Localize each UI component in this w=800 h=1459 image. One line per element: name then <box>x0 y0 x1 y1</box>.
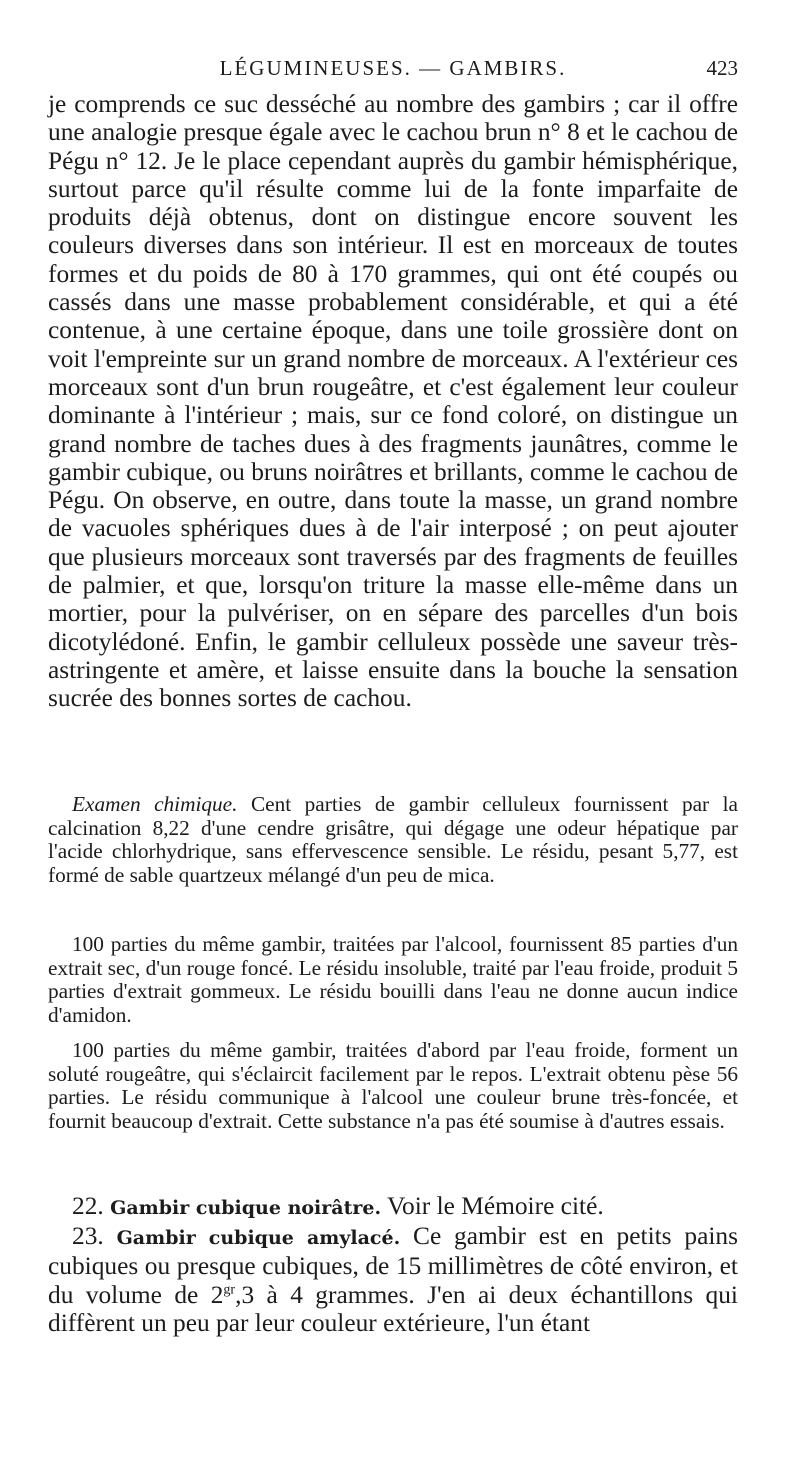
paragraph-examen-chimique <box>48 793 738 887</box>
item-23-text-after: ,3 à 4 grammes. J'en ai deux échantillons qui diffèrent un peu par leur couleur extérieure, l'un étant <box>48 1280 738 1337</box>
item-23-text-before: Ce gambir est en petits pains cubiques ou presque cubiques, de 15 millimètres de côté environ, et du volume de 2 <box>48 1222 738 1309</box>
paragraph-description: je comprends ce suc desséché au nombre des gambirs ; car il offre une analogie presque égale avec le cachou brun n° 8 et le cachou de Pégu n° 12. Je le place cependant auprès du gambir hémisphérique, surtout parce qu'il résulte comme lui de la fonte imparfaite de produits déjà obtenus, dont on distingue encore souvent les couleurs diverses dans son intérieur. Il est en morceaux de toutes formes et du poids de 80 à 170 grammes, qui ont été coupés ou cassés dans une masse probablement considérable, et qui a été contenue, à une certaine époque, dans une toile grossière dont on voit l'empreinte sur un grand nombre de morceaux. A l'extérieur ces morceaux sont d'un brun rougeâtre, et c'est également leur couleur dominante à l'intérieur ; mais, sur ce fond coloré, on distingue un grand nombre de taches dues à des fragments jaunâtres, comme le gambir cubique, ou bruns noirâtres et brillants, comme le cachou de Pégu. On observe, en outre, dans toute la masse, un grand nombre de vacuoles sphériques dues à de l'air interposé ; on peut ajouter que plusieurs morceaux sont traversés par des fragments de feuilles de palmier, et que, lorsqu'on triture la masse elle-même dans un mortier, pour la pulvériser, on en sépare des parcelles d'un bois dicotylédoné. Enfin, le gambir celluleux possède une saveur très-astringente et amère, et laisse ensuite dans la bouche la sensation sucrée des bonnes sortes de cachou. <box>48 90 738 713</box>
item-23-title: Gambir cubique amylacé. <box>116 1227 401 1249</box>
examen-label: Examen chimique. <box>72 792 238 816</box>
paragraph-eau-froide: 100 parties du même gambir, traitées d'abord par l'eau froide, forment un soluté rougeâtre, qui s'éclaircit facilement par le repos. L'extrait obtenu pèse 56 parties. Le résidu communique à l'alcool une couleur brune très-foncée, et fournit beaucoup d'extrait. Cette substance n'a pas été soumise à d'autres essais. <box>48 1038 738 1133</box>
paragraph-alcool: 100 parties du même gambir, traitées par l'alcool, fournissent 85 parties d'un extrait sec, d'un rouge foncé. Le résidu insoluble, traité par l'eau froide, produit 5 parties d'extrait gommeux. Le résidu bouilli dans l'eau ne donne aucun indice d'amidon. <box>48 932 738 1027</box>
item-23-unit-sup: gr <box>223 1282 236 1298</box>
running-header <box>48 56 738 86</box>
item-22-title: Gambir cubique noirâtre. <box>110 1197 382 1219</box>
item-22-number: 22. <box>72 1192 104 1220</box>
item-23-number: 23. <box>72 1222 104 1250</box>
page-number: 423 <box>706 56 738 80</box>
running-title: LÉGUMINEUSES. — GAMBIRS. <box>219 56 567 80</box>
item-23 <box>48 1222 738 1337</box>
examen-text: Cent parties de gambir celluleux fournissent par la calcination 8,22 d'une cendre grisâtre, qui dégage une odeur hépatique par l'acide chlorhydrique, sans effervescence sensible. Le résidu, pesant 5,77, est formé de sable quartzeux mélangé d'un peu de mica. <box>48 792 738 887</box>
item-22 <box>48 1192 738 1222</box>
item-22-text: Voir le Mémoire cité. <box>381 1192 604 1220</box>
